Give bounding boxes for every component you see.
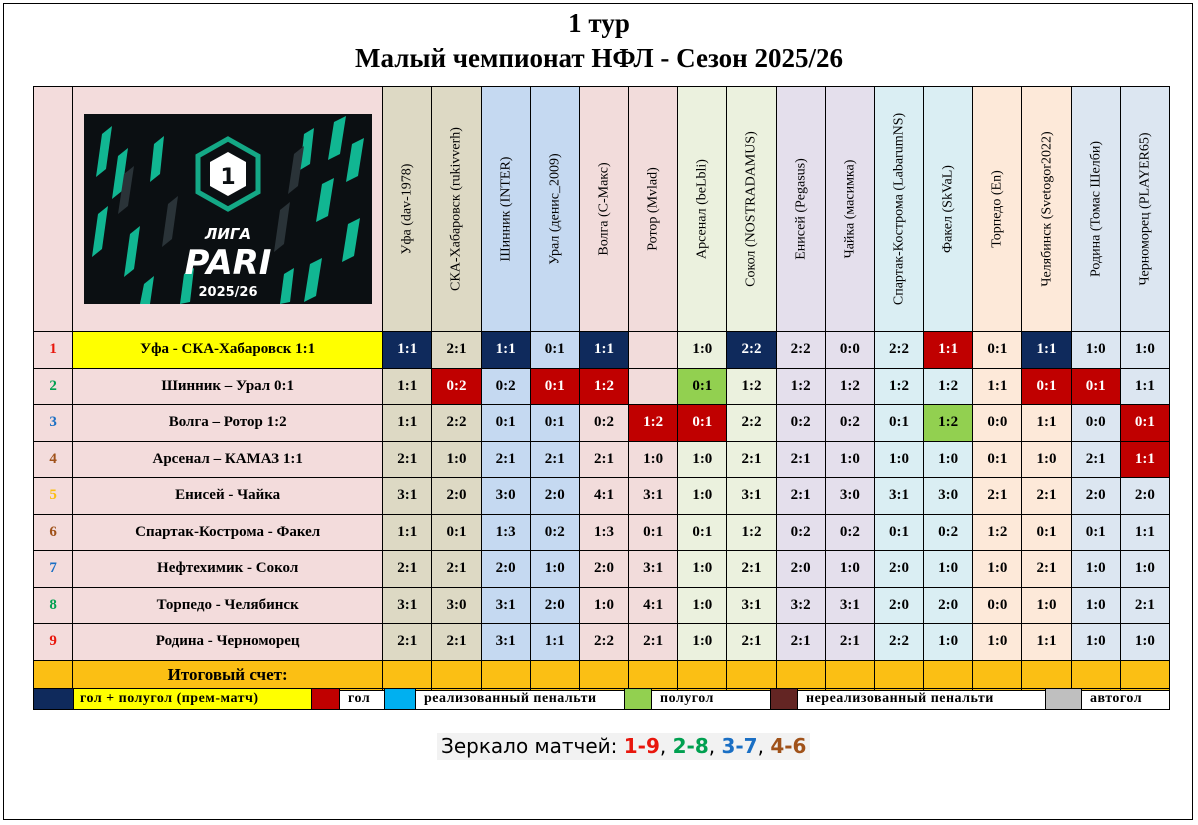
total-cell bbox=[1022, 660, 1071, 690]
prediction-cell: 2:1 bbox=[776, 441, 825, 478]
prediction-cell: 2:2 bbox=[727, 405, 776, 442]
match-number: 4 bbox=[34, 441, 73, 478]
column-header-label: Енисей (Pegasus) bbox=[793, 158, 809, 260]
prediction-cell: 0:1 bbox=[973, 332, 1022, 369]
column-header bbox=[383, 87, 432, 332]
prediction-cell: 2:0 bbox=[530, 587, 579, 624]
prediction-cell: 0:1 bbox=[629, 514, 678, 551]
prediction-cell: 3:1 bbox=[481, 624, 530, 661]
legend-swatch-half-goal bbox=[625, 689, 652, 709]
prediction-cell: 2:1 bbox=[1022, 478, 1071, 515]
mirror-matches bbox=[437, 733, 810, 760]
total-cell bbox=[776, 660, 825, 690]
prediction-cell: 0:1 bbox=[530, 368, 579, 405]
prediction-cell: 2:2 bbox=[874, 624, 923, 661]
prediction-cell: 1:3 bbox=[579, 514, 628, 551]
prediction-cell: 2:1 bbox=[629, 624, 678, 661]
prediction-cell: 0:1 bbox=[874, 405, 923, 442]
prediction-cell: 1:2 bbox=[924, 368, 973, 405]
total-cell bbox=[874, 660, 923, 690]
corner-cell bbox=[34, 87, 73, 332]
column-header-label: Урал (денис_2009) bbox=[547, 153, 563, 265]
total-cell bbox=[727, 660, 776, 690]
badge-number: 1 bbox=[220, 165, 236, 190]
prediction-cell: 3:1 bbox=[874, 478, 923, 515]
prediction-cell: 1:1 bbox=[383, 405, 432, 442]
total-cell bbox=[825, 660, 874, 690]
column-header-label: Факел (SkVaL) bbox=[940, 165, 956, 253]
total-cell bbox=[530, 660, 579, 690]
column-header bbox=[579, 87, 628, 332]
legend-swatch-penalty-missed bbox=[771, 689, 798, 709]
prediction-cell: 4:1 bbox=[629, 587, 678, 624]
brand-season: 2025/26 bbox=[198, 285, 258, 300]
match-number: 3 bbox=[34, 405, 73, 442]
prediction-cell: 1:2 bbox=[629, 405, 678, 442]
column-header bbox=[678, 87, 727, 332]
match-name: Волга – Ротор 1:2 bbox=[73, 405, 383, 442]
total-corner bbox=[34, 660, 73, 690]
prediction-cell: 2:1 bbox=[727, 624, 776, 661]
column-header bbox=[825, 87, 874, 332]
column-header-label: Чайка (масимка) bbox=[842, 159, 858, 259]
match-number: 7 bbox=[34, 551, 73, 588]
column-header bbox=[776, 87, 825, 332]
prediction-cell: 2:0 bbox=[432, 478, 481, 515]
match-name: Нефтехимик - Сокол bbox=[73, 551, 383, 588]
prediction-cell: 1:0 bbox=[825, 551, 874, 588]
prediction-cell: 1:1 bbox=[530, 624, 579, 661]
column-header bbox=[481, 87, 530, 332]
logo-cell bbox=[73, 87, 383, 332]
prediction-cell: 3:0 bbox=[924, 478, 973, 515]
column-header bbox=[530, 87, 579, 332]
prediction-cell: 1:1 bbox=[481, 332, 530, 369]
match-number: 8 bbox=[34, 587, 73, 624]
prediction-cell: 1:1 bbox=[1022, 405, 1071, 442]
prediction-cell: 1:1 bbox=[383, 332, 432, 369]
prediction-cell: 1:2 bbox=[727, 514, 776, 551]
prediction-cell: 1:2 bbox=[825, 368, 874, 405]
prediction-cell: 2:1 bbox=[776, 478, 825, 515]
column-header-label: Арсенал (beLbli) bbox=[694, 159, 710, 259]
prediction-cell: 2:2 bbox=[727, 332, 776, 369]
column-header-label: Ротор (Mvlad) bbox=[645, 167, 661, 251]
legend-bar bbox=[33, 688, 1170, 710]
prediction-cell: 2:2 bbox=[432, 405, 481, 442]
prediction-cell: 2:1 bbox=[383, 441, 432, 478]
prediction-cell: 2:1 bbox=[727, 551, 776, 588]
legend-swatch-penalty-scored bbox=[385, 689, 416, 709]
prediction-cell: 2:0 bbox=[924, 587, 973, 624]
prediction-cell: 1:0 bbox=[973, 624, 1022, 661]
prediction-cell: 3:1 bbox=[629, 551, 678, 588]
column-header bbox=[1120, 87, 1169, 332]
prediction-cell: 0:1 bbox=[1071, 514, 1120, 551]
prediction-cell: 1:0 bbox=[678, 332, 727, 369]
legend-half-goal: полугол bbox=[652, 689, 771, 709]
prediction-cell: 0:2 bbox=[530, 514, 579, 551]
prediction-cell: 0:2 bbox=[825, 405, 874, 442]
prediction-cell: 1:0 bbox=[1120, 624, 1169, 661]
prediction-cell: 3:1 bbox=[825, 587, 874, 624]
prediction-cell: 2:2 bbox=[874, 332, 923, 369]
match-name: Арсенал – КАМАЗ 1:1 bbox=[73, 441, 383, 478]
prediction-cell: 0:1 bbox=[530, 332, 579, 369]
prediction-cell: 1:0 bbox=[678, 624, 727, 661]
prediction-cell: 3:1 bbox=[481, 587, 530, 624]
prediction-cell bbox=[629, 368, 678, 405]
column-header bbox=[874, 87, 923, 332]
column-header bbox=[1071, 87, 1120, 332]
prediction-cell: 0:2 bbox=[432, 368, 481, 405]
prediction-cell: 1:0 bbox=[678, 441, 727, 478]
prediction-cell: 1:0 bbox=[678, 551, 727, 588]
prediction-cell: 2:0 bbox=[776, 551, 825, 588]
prediction-cell: 2:1 bbox=[530, 441, 579, 478]
prediction-cell: 1:1 bbox=[1022, 332, 1071, 369]
column-header-label: Волга (С-Макс) bbox=[596, 162, 612, 256]
prediction-cell: 1:0 bbox=[432, 441, 481, 478]
prediction-cell: 0:1 bbox=[678, 405, 727, 442]
prediction-cell: 2:0 bbox=[874, 551, 923, 588]
match-row bbox=[34, 441, 1170, 478]
prediction-cell: 1:0 bbox=[924, 624, 973, 661]
legend-goal: гол bbox=[340, 689, 385, 709]
total-cell bbox=[579, 660, 628, 690]
column-header-label: Уфа (dav-1978) bbox=[399, 163, 415, 255]
match-row bbox=[34, 405, 1170, 442]
prediction-cell: 1:1 bbox=[973, 368, 1022, 405]
brand-name: PARI bbox=[184, 243, 272, 283]
predictions-table bbox=[33, 86, 1170, 691]
prediction-cell: 0:0 bbox=[825, 332, 874, 369]
prediction-cell: 1:0 bbox=[1022, 587, 1071, 624]
prediction-cell: 1:0 bbox=[678, 587, 727, 624]
prediction-cell: 1:3 bbox=[481, 514, 530, 551]
prediction-cell: 1:1 bbox=[579, 332, 628, 369]
legend-swatch-goal bbox=[312, 689, 340, 709]
prediction-cell: 0:0 bbox=[1071, 405, 1120, 442]
total-cell bbox=[973, 660, 1022, 690]
column-header-label: Спартак-Кострома (LabarumNS) bbox=[891, 112, 907, 306]
prediction-cell: 1:0 bbox=[973, 551, 1022, 588]
prediction-cell: 2:0 bbox=[1071, 478, 1120, 515]
prediction-cell: 1:0 bbox=[678, 478, 727, 515]
prediction-cell: 0:1 bbox=[678, 368, 727, 405]
legend-penalty-missed: нереализованный пенальти bbox=[798, 689, 1046, 709]
match-number: 2 bbox=[34, 368, 73, 405]
match-row bbox=[34, 332, 1170, 369]
total-cell bbox=[924, 660, 973, 690]
column-header-label: Челябинск (Svetogor2022) bbox=[1039, 131, 1055, 287]
total-cell bbox=[678, 660, 727, 690]
prediction-cell: 1:0 bbox=[1071, 624, 1120, 661]
match-row bbox=[34, 587, 1170, 624]
brand-label: ЛИГА bbox=[204, 225, 251, 243]
prediction-cell: 2:1 bbox=[432, 551, 481, 588]
column-header-label: Торпедо (En) bbox=[989, 170, 1005, 248]
prediction-cell: 1:2 bbox=[874, 368, 923, 405]
prediction-cell: 4:1 bbox=[579, 478, 628, 515]
liga-pari-logo bbox=[84, 114, 372, 304]
legend-premium: гол + полугол (прем-матч) bbox=[74, 689, 312, 709]
prediction-cell: 2:0 bbox=[874, 587, 923, 624]
total-cell bbox=[1071, 660, 1120, 690]
prediction-cell: 0:2 bbox=[776, 405, 825, 442]
legend-own-goal: автогол bbox=[1090, 691, 1143, 706]
prediction-cell: 2:0 bbox=[579, 551, 628, 588]
prediction-cell: 0:1 bbox=[530, 405, 579, 442]
prediction-cell: 0:1 bbox=[432, 514, 481, 551]
prediction-cell: 3:1 bbox=[727, 587, 776, 624]
match-number: 9 bbox=[34, 624, 73, 661]
prediction-cell: 1:1 bbox=[1120, 368, 1169, 405]
column-header bbox=[924, 87, 973, 332]
prediction-cell: 2:1 bbox=[383, 624, 432, 661]
match-name: Спартак-Кострома - Факел bbox=[73, 514, 383, 551]
prediction-cell: 1:0 bbox=[530, 551, 579, 588]
prediction-cell: 1:1 bbox=[1120, 514, 1169, 551]
prediction-cell bbox=[629, 332, 678, 369]
total-cell bbox=[629, 660, 678, 690]
match-name: Шинник – Урал 0:1 bbox=[73, 368, 383, 405]
mirror-pair-1: 1-9 bbox=[623, 734, 660, 758]
round-title: 1 тур bbox=[568, 8, 630, 38]
match-row bbox=[34, 624, 1170, 661]
prediction-cell: 1:1 bbox=[383, 368, 432, 405]
prediction-cell: 3:0 bbox=[481, 478, 530, 515]
prediction-cell: 1:0 bbox=[874, 441, 923, 478]
prediction-cell: 0:1 bbox=[1120, 405, 1169, 442]
column-header-label: Шинник (INTER) bbox=[498, 156, 514, 262]
championship-title: Малый чемпионат НФЛ - Сезон 2025/26 bbox=[355, 43, 843, 73]
prediction-cell: 0:2 bbox=[579, 405, 628, 442]
prediction-cell: 1:0 bbox=[825, 441, 874, 478]
match-name: Уфа - СКА-Хабаровск 1:1 bbox=[73, 332, 383, 369]
match-row bbox=[34, 368, 1170, 405]
prediction-cell: 1:0 bbox=[924, 441, 973, 478]
prediction-cell: 1:0 bbox=[1071, 332, 1120, 369]
match-name: Торпедо - Челябинск bbox=[73, 587, 383, 624]
prediction-cell: 3:1 bbox=[629, 478, 678, 515]
prediction-cell: 0:1 bbox=[1022, 368, 1071, 405]
mirror-label: Зеркало матчей: bbox=[441, 734, 624, 758]
mirror-pair-3: 3-7 bbox=[721, 734, 758, 758]
column-header bbox=[629, 87, 678, 332]
prediction-cell: 3:2 bbox=[776, 587, 825, 624]
prediction-cell: 2:1 bbox=[776, 624, 825, 661]
prediction-cell: 2:0 bbox=[1120, 478, 1169, 515]
column-header-label: Черноморец (PLAYER65) bbox=[1137, 132, 1153, 286]
prediction-cell: 0:1 bbox=[973, 441, 1022, 478]
prediction-cell: 2:2 bbox=[776, 332, 825, 369]
prediction-cell: 2:0 bbox=[481, 551, 530, 588]
prediction-cell: 2:1 bbox=[1071, 441, 1120, 478]
column-header-label: СКА-Хабаровск (rukivverh) bbox=[448, 127, 464, 291]
column-header bbox=[973, 87, 1022, 332]
prediction-cell: 1:2 bbox=[727, 368, 776, 405]
prediction-cell: 3:1 bbox=[383, 587, 432, 624]
prediction-cell: 0:2 bbox=[924, 514, 973, 551]
prediction-cell: 0:2 bbox=[825, 514, 874, 551]
prediction-cell: 2:1 bbox=[1120, 587, 1169, 624]
mirror-sep-3: , bbox=[757, 734, 771, 758]
prediction-cell: 0:2 bbox=[481, 368, 530, 405]
prediction-cell: 2:2 bbox=[579, 624, 628, 661]
match-number: 5 bbox=[34, 478, 73, 515]
total-cell bbox=[481, 660, 530, 690]
prediction-cell: 2:1 bbox=[432, 624, 481, 661]
match-name: Родина - Черноморец bbox=[73, 624, 383, 661]
total-cell bbox=[432, 660, 481, 690]
prediction-cell: 1:0 bbox=[1120, 551, 1169, 588]
total-cell bbox=[383, 660, 432, 690]
legend-swatch-premium bbox=[34, 689, 74, 709]
match-number: 6 bbox=[34, 514, 73, 551]
prediction-cell: 3:0 bbox=[825, 478, 874, 515]
total-label: Итоговый счет: bbox=[73, 660, 383, 690]
mirror-sep-1: , bbox=[659, 734, 673, 758]
prediction-cell: 1:0 bbox=[629, 441, 678, 478]
prediction-cell: 2:1 bbox=[481, 441, 530, 478]
prediction-cell: 2:1 bbox=[1022, 551, 1071, 588]
prediction-cell: 1:1 bbox=[924, 332, 973, 369]
prediction-cell: 1:0 bbox=[1120, 332, 1169, 369]
prediction-cell: 3:0 bbox=[432, 587, 481, 624]
prediction-cell: 1:0 bbox=[579, 587, 628, 624]
prediction-cell: 2:1 bbox=[973, 478, 1022, 515]
mirror-sep-2: , bbox=[708, 734, 722, 758]
prediction-cell: 2:1 bbox=[727, 441, 776, 478]
prediction-cell: 0:2 bbox=[776, 514, 825, 551]
total-cell bbox=[1120, 660, 1169, 690]
total-row bbox=[34, 660, 1170, 690]
mirror-pair-2: 2-8 bbox=[672, 734, 709, 758]
column-header-label: Сокол (NOSTRADAMUS) bbox=[743, 131, 759, 287]
prediction-cell: 0:0 bbox=[973, 405, 1022, 442]
prediction-cell: 2:1 bbox=[579, 441, 628, 478]
column-header bbox=[727, 87, 776, 332]
prediction-cell: 0:1 bbox=[481, 405, 530, 442]
prediction-cell: 0:1 bbox=[1022, 514, 1071, 551]
prediction-cell: 0:1 bbox=[1071, 368, 1120, 405]
prediction-cell: 1:0 bbox=[1071, 587, 1120, 624]
match-row bbox=[34, 514, 1170, 551]
mirror-pair-4: 4-6 bbox=[770, 734, 807, 758]
prediction-cell: 0:1 bbox=[678, 514, 727, 551]
prediction-cell: 1:0 bbox=[1071, 551, 1120, 588]
column-header-label: Родина (Томас Шелби) bbox=[1088, 140, 1104, 278]
prediction-cell: 2:0 bbox=[530, 478, 579, 515]
prediction-cell: 2:1 bbox=[383, 551, 432, 588]
prediction-cell: 0:0 bbox=[973, 587, 1022, 624]
prediction-cell: 1:1 bbox=[1022, 624, 1071, 661]
match-row bbox=[34, 551, 1170, 588]
match-number: 1 bbox=[34, 332, 73, 369]
prediction-cell: 1:2 bbox=[924, 405, 973, 442]
prediction-cell: 2:1 bbox=[825, 624, 874, 661]
legend-penalty-scored: реализованный пенальти bbox=[416, 689, 625, 709]
prediction-cell: 3:1 bbox=[727, 478, 776, 515]
prediction-cell: 2:1 bbox=[432, 332, 481, 369]
column-header bbox=[1022, 87, 1071, 332]
prediction-cell: 1:2 bbox=[579, 368, 628, 405]
prediction-cell: 1:1 bbox=[1120, 441, 1169, 478]
match-row bbox=[34, 478, 1170, 515]
match-name: Енисей - Чайка bbox=[73, 478, 383, 515]
column-header bbox=[432, 87, 481, 332]
prediction-cell: 1:2 bbox=[776, 368, 825, 405]
prediction-cell: 1:0 bbox=[924, 551, 973, 588]
prediction-cell: 1:1 bbox=[383, 514, 432, 551]
prediction-cell: 0:1 bbox=[874, 514, 923, 551]
legend-swatch-own-goal bbox=[1046, 689, 1082, 709]
prediction-cell: 1:0 bbox=[1022, 441, 1071, 478]
prediction-cell: 3:1 bbox=[383, 478, 432, 515]
prediction-cell: 1:2 bbox=[973, 514, 1022, 551]
